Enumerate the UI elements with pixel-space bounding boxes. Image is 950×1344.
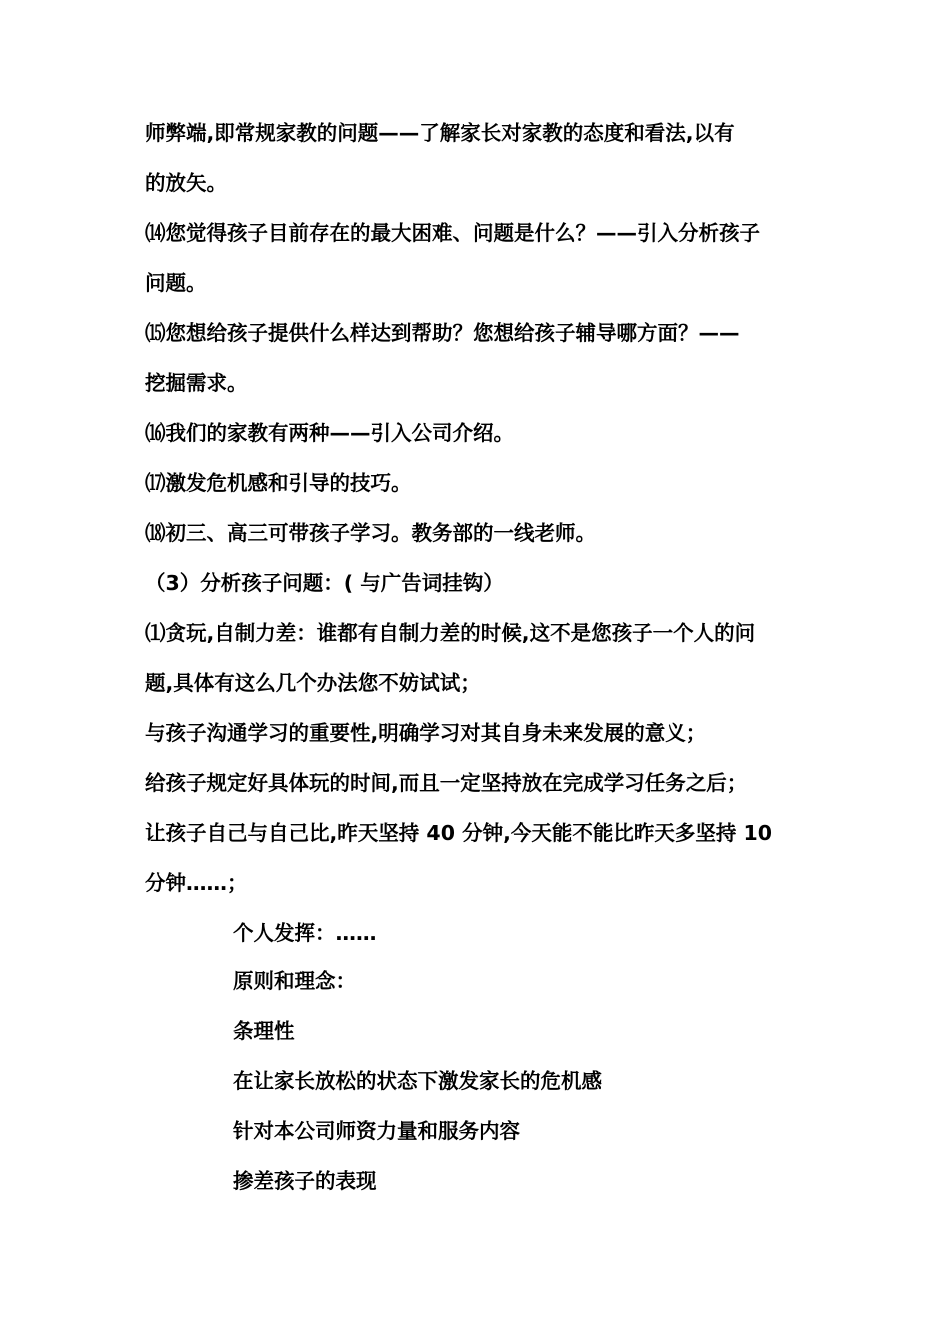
indented-line: 在让家长放松的状态下激发家长的危机感 [233,1069,602,1093]
paragraph-line: ⒄激发危机感和引导的技巧。 [145,471,412,495]
paragraph-line: ⒁您觉得孩子目前存在的最大困难、问题是什么？——引入分析孩子 [145,221,760,245]
indented-line: 个人发挥：…… [233,921,377,945]
paragraph-line: ⒅初三、高三可带孩子学习。教务部的一线老师。 [145,521,596,545]
indented-line: 掺差孩子的表现 [233,1169,377,1193]
indented-line: 原则和理念： [233,969,356,993]
paragraph-line: 师弊端,即常规家教的问题——了解家长对家教的态度和看法,以有 [145,121,735,145]
paragraph-line: ⒃我们的家教有两种——引入公司介绍。 [145,421,514,445]
indented-line: 针对本公司师资力量和服务内容 [233,1119,520,1143]
paragraph-line: 挖掘需求。 [145,371,248,395]
paragraph-line: ⒂您想给孩子提供什么样达到帮助？您想给孩子辅导哪方面？—— [145,321,740,345]
paragraph-line: 与孩子沟通学习的重要性,明确学习对其自身未来发展的意义； [145,721,707,745]
indented-line: 条理性 [233,1019,295,1043]
paragraph-line: 的放矢。 [145,171,227,195]
paragraph-line: 题,具体有这么几个办法您不妨试试； [145,671,481,695]
section-heading: （3）分析孩子问题：( 与广告词挂钩） [145,571,504,595]
paragraph-line: 分钟……； [145,871,248,895]
paragraph-line: 让孩子自己与自己比,昨天坚持 40 分钟,今天能不能比昨天多坚持 10 [145,821,773,845]
paragraph-line: ⑴贪玩,自制力差：谁都有自制力差的时候,这不是您孩子一个人的问 [145,621,756,645]
paragraph-line: 给孩子规定好具体玩的时间,而且一定坚持放在完成学习任务之后； [145,771,748,795]
paragraph-line: 问题。 [145,271,207,295]
